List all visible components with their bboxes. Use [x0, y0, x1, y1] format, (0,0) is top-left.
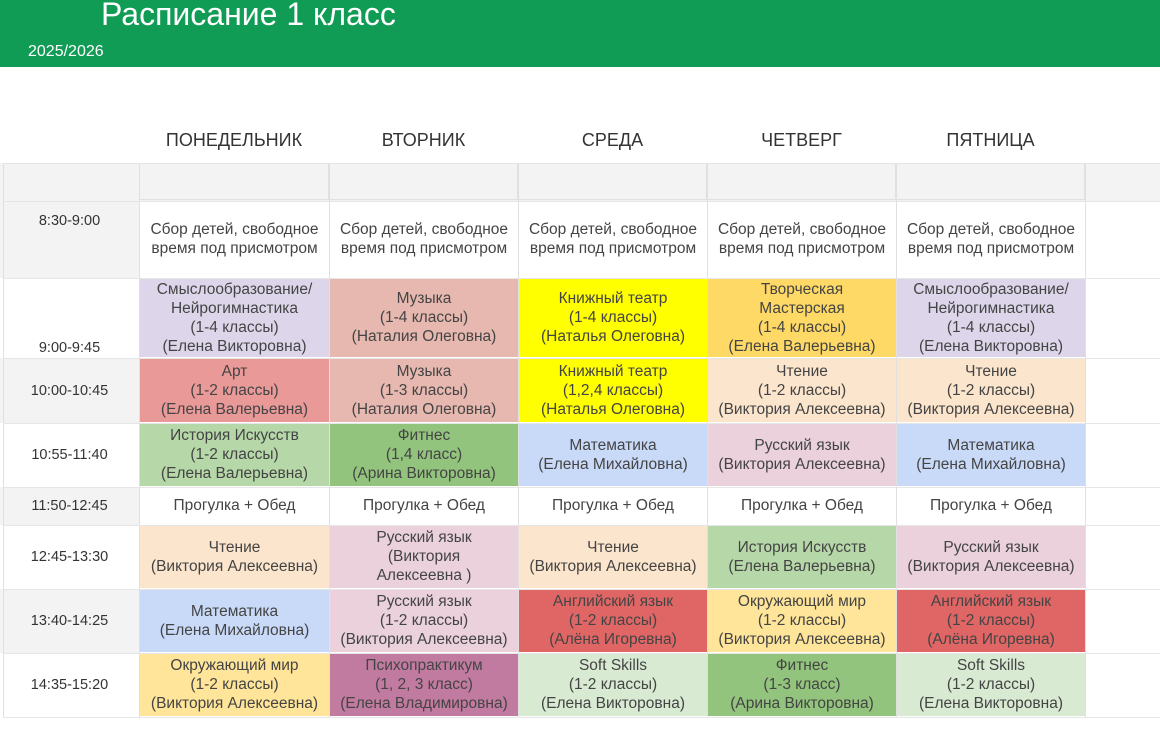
empty-header-cell [518, 163, 707, 200]
cell-text-line: (1-2 классы) [190, 381, 279, 399]
schedule-cell [897, 487, 1085, 524]
day-header: ВТОРНИК [381, 130, 466, 150]
schedule-cell [708, 278, 896, 357]
cell-text-line: (1, 2, 3 класс) [375, 676, 473, 693]
time-slot-label: 13:40-14:25 [0, 589, 139, 653]
cell-text-line: (Елена Викторовна) [541, 695, 685, 712]
cell-text-line: время под присмотром [718, 240, 886, 257]
cell-text-line: Смыслообразование/ [156, 280, 313, 298]
schedule-cell [140, 589, 329, 652]
time-slot-label: 14:35-15:20 [0, 653, 139, 717]
cell-text-line: Сбор детей, свободное [150, 221, 319, 238]
schedule-cell [897, 278, 1085, 357]
schedule-cell [897, 358, 1085, 422]
cell-text-line: время под присмотром [529, 240, 697, 257]
day-header: СРЕДА [581, 130, 644, 150]
cell-text-line: (1-2 классы) [568, 676, 658, 693]
empty-header-cell [139, 163, 329, 200]
grid-line [3, 717, 1160, 718]
schedule-cell [140, 423, 329, 486]
cell-text-line: Музыка [396, 362, 452, 380]
cell-text-line: (Елена Владимировна) [340, 695, 508, 712]
cell-text-line: время под присмотром [340, 240, 508, 257]
cell-text-line: Русский язык [943, 538, 1039, 556]
grid-line [707, 163, 708, 717]
cell-text-line: Мастерская [759, 299, 845, 317]
day-header: ПОНЕДЕЛЬНИК [165, 130, 303, 150]
cell-text-line: (Виктория Алексеевна) [150, 695, 319, 712]
schedule-cell [140, 487, 329, 524]
time-slot-label: 10:00-10:45 [0, 358, 139, 423]
grid-line [3, 423, 1160, 424]
grid-line [3, 653, 1160, 654]
cell-text-line: Творческая [760, 280, 844, 298]
cell-text-line: (Виктория Алексеевна) [907, 400, 1075, 418]
cell-text-line: (1-2 классы) [379, 612, 469, 629]
cell-text-line: Книжный театр [558, 290, 668, 307]
cell-text-line: История Искусств [170, 427, 299, 444]
schedule-cell [140, 358, 329, 422]
cell-text-line: Математика [569, 436, 657, 454]
cell-text-line: (1,4 класс) [385, 446, 463, 463]
empty-header-cell [896, 163, 1085, 200]
schedule-cell [519, 525, 707, 588]
grid-line [3, 278, 1160, 279]
schedule-cell [897, 423, 1085, 486]
cell-text-line: Сбор детей, свободное [339, 221, 509, 238]
cell-text-line: (1-2 классы) [946, 612, 1036, 629]
time-slot-label: 8:30-9:00 [0, 163, 139, 278]
schedule-cell [330, 201, 518, 277]
cell-text-line: (1-4 классы) [757, 318, 847, 336]
schedule-cell [330, 653, 518, 716]
schedule-cell [140, 525, 329, 588]
grid-line [1085, 163, 1086, 717]
cell-text-line: Прогулка + Обед [930, 497, 1052, 514]
cell-text-line: (Виктория Алексеевна) [718, 400, 886, 418]
schedule-cell [330, 525, 518, 588]
day-header: ПЯТНИЦА [946, 130, 1035, 150]
cell-text-line: (Елена Михайловна) [916, 455, 1066, 473]
cell-text-line: время под присмотром [151, 240, 318, 257]
schedule-cell [708, 358, 896, 422]
grid-line [3, 201, 1160, 202]
cell-text-line: Окружающий мир [737, 593, 867, 610]
empty-header-cell [707, 163, 896, 200]
cell-text-line: (Наталья Олеговна) [540, 328, 686, 345]
schedule-cell [708, 423, 896, 486]
cell-text-line: История Искусств [737, 538, 867, 556]
cell-text-line: Английский язык [552, 593, 674, 610]
cell-text-line: Нейрогимнастика [170, 299, 299, 317]
cell-text-line: (1-4 классы) [568, 309, 658, 326]
cell-text-line: Soft Skills [578, 657, 648, 674]
grid-line [518, 163, 519, 717]
cell-text-line: (1-2 классы) [946, 381, 1036, 399]
cell-text-line: Арт [221, 362, 248, 380]
school-year: 2025/2026 [28, 43, 104, 60]
schedule-cell [897, 589, 1085, 652]
cell-text-line: (Елена Валерьевна) [728, 557, 876, 575]
cell-text-line: Чтение [776, 362, 828, 380]
time-slot-label: 11:50-12:45 [0, 487, 139, 525]
cell-text-line: Сбор детей, свободное [528, 221, 698, 238]
cell-text-line: Русский язык [754, 436, 850, 454]
cell-text-line: (Арина Викторовна) [352, 465, 496, 482]
time-slot-label: 10:55-11:40 [0, 423, 139, 487]
cell-text-line: (Виктория Алексеевна) [529, 557, 697, 575]
cell-text-line: (1-2 классы) [568, 612, 658, 629]
cell-text-line: (1-4 классы) [379, 309, 469, 326]
schedule-cell [708, 589, 896, 652]
cell-text-line: (1-4 классы) [946, 318, 1036, 336]
cell-text-line: (Елена Валерьевна) [728, 337, 876, 355]
cell-text-line: (1-3 классы) [379, 381, 469, 399]
cell-text-line: (Виктория [387, 548, 461, 565]
cell-text-line: (Елена Михайловна) [538, 455, 688, 473]
cell-text-line: Фитнес [397, 427, 451, 444]
schedule-cell [519, 201, 707, 277]
grid-line [3, 589, 1160, 590]
cell-text-line: Русский язык [376, 593, 472, 610]
cell-text-line: Сбор детей, свободное [906, 221, 1076, 238]
cell-text-line: (Наталия Олеговна) [351, 328, 497, 345]
cell-text-line: (Алёна Игоревна) [549, 631, 677, 648]
page-title: Расписание 1 класс [101, 0, 396, 32]
schedule-cell [519, 487, 707, 524]
schedule-cell [140, 201, 329, 277]
time-slot-label: 9:00-9:45 [0, 278, 139, 358]
cell-text-line: (Наталья Олеговна) [540, 400, 686, 418]
cell-text-line: (Виктория Алексеевна) [718, 455, 886, 473]
schedule-cell [140, 278, 329, 357]
time-slot-label: 12:45-13:30 [0, 525, 139, 589]
grid-line [3, 525, 1160, 526]
cell-text-line: Фитнес [775, 657, 829, 674]
cell-text-line: (Виктория Алексеевна) [718, 631, 886, 648]
cell-text-line: Музыка [396, 290, 452, 307]
cell-text-line: Сбор детей, свободное [717, 221, 887, 238]
cell-text-line: (Виктория Алексеевна) [907, 557, 1075, 575]
cell-text-line: Чтение [208, 538, 261, 556]
cell-text-line: (Елена Викторовна) [919, 337, 1063, 355]
cell-text-line: Окружающий мир [170, 657, 299, 674]
cell-text-line: (1-2 классы) [190, 676, 279, 693]
grid-line [329, 163, 330, 717]
cell-text-line: (Елена Валерьевна) [160, 465, 309, 482]
schedule-cell [519, 589, 707, 652]
grid-line [3, 487, 1160, 488]
cell-text-line: (Елена Валерьевна) [160, 400, 309, 418]
schedule-cell [330, 278, 518, 357]
schedule-cell [519, 423, 707, 486]
cell-text-line: (Наталия Олеговна) [351, 400, 497, 418]
cell-text-line: (1-3 класс) [763, 676, 841, 693]
cell-text-line: Soft Skills [956, 657, 1026, 674]
schedule-cell [330, 423, 518, 486]
cell-text-line: Нейрогимнастика [927, 299, 1055, 317]
cell-text-line: (1-4 классы) [190, 318, 279, 336]
grid-line [139, 163, 140, 717]
cell-text-line: Чтение [965, 362, 1017, 380]
schedule-cell [708, 525, 896, 588]
cell-text-line: Книжный театр [558, 362, 668, 380]
cell-text-line: Прогулка + Обед [741, 497, 863, 514]
grid-line [3, 163, 1160, 164]
schedule-cell [897, 525, 1085, 588]
cell-text-line: Прогулка + Обед [173, 497, 296, 514]
schedule-cell [519, 278, 707, 357]
schedule-cell [519, 358, 707, 422]
schedule-cell [330, 487, 518, 524]
cell-text-line: (1-2 классы) [757, 381, 847, 399]
schedule-cell [708, 201, 896, 277]
cell-text-line: (1-2 классы) [757, 612, 847, 629]
schedule-cell [519, 653, 707, 716]
schedule-cell [708, 653, 896, 716]
cell-text-line: Психопрактикум [365, 657, 483, 674]
grid-line [896, 163, 897, 717]
cell-text-line: (Виктория Алексеевна) [340, 631, 508, 648]
schedule-cell [330, 358, 518, 422]
cell-text-line: (Виктория Алексеевна) [150, 557, 319, 575]
cell-text-line: Математика [947, 436, 1035, 454]
schedule-cell [330, 589, 518, 652]
cell-text-line: (Елена Викторовна) [919, 695, 1063, 712]
cell-text-line: (1,2,4 классы) [562, 381, 664, 399]
schedule-cell [708, 487, 896, 524]
empty-header-cell [329, 163, 518, 200]
cell-text-line: Математика [190, 602, 279, 620]
cell-text-line: (Елена Михайловна) [159, 621, 310, 639]
cell-text-line: (1-2 классы) [946, 676, 1036, 693]
cell-text-line: Русский язык [376, 529, 472, 546]
cell-text-line: Алексеевна ) [376, 567, 472, 584]
grid-line [3, 163, 4, 717]
grid-line [3, 358, 1160, 359]
schedule-cell [140, 653, 329, 716]
day-header: ЧЕТВЕРГ [761, 130, 842, 150]
schedule-cell [897, 201, 1085, 277]
cell-text-line: (Елена Викторовна) [162, 337, 307, 355]
cell-text-line: Смыслообразование/ [913, 280, 1069, 298]
schedule-cell [897, 653, 1085, 716]
cell-text-line: Прогулка + Обед [552, 497, 674, 514]
cell-text-line: (1-2 классы) [190, 446, 279, 463]
cell-text-line: (Арина Викторовна) [730, 695, 874, 712]
header-bar [0, 0, 1160, 67]
cell-text-line: Прогулка + Обед [363, 497, 485, 514]
cell-text-line: Чтение [587, 538, 639, 556]
cell-text-line: Английский язык [930, 593, 1052, 610]
cell-text-line: (Алёна Игоревна) [927, 631, 1055, 648]
cell-text-line: время под присмотром [907, 240, 1075, 257]
